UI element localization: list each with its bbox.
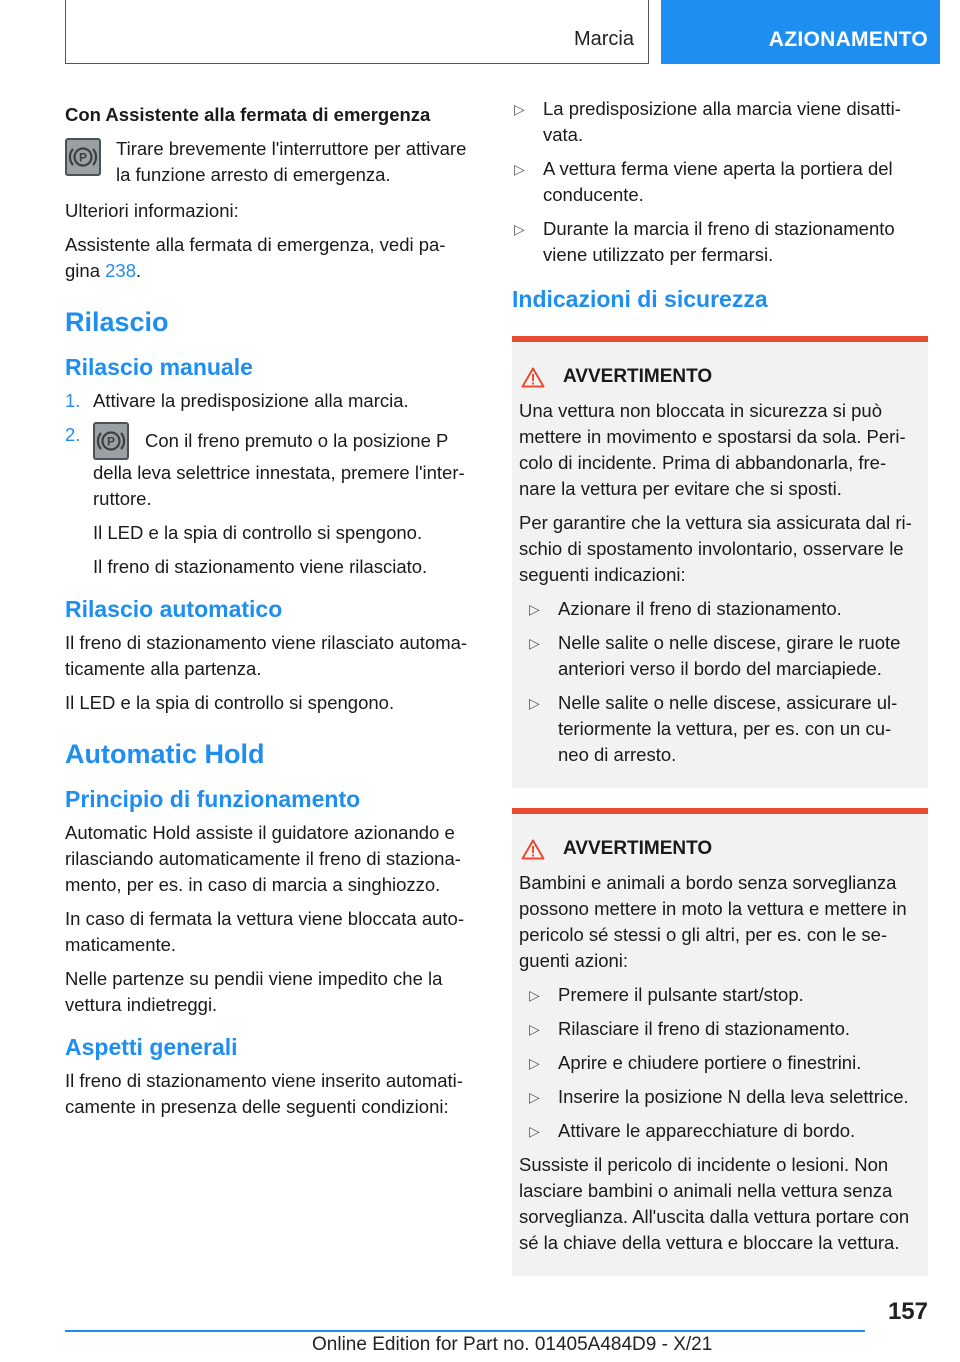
warning-2-item: Aprire e chiudere portiere o finestrini. [558, 1052, 862, 1073]
reference-paragraph [65, 232, 480, 284]
warning-box-1 [512, 336, 928, 788]
warning-2-item: Inserire la posizione N della leva selettrice. [558, 1086, 909, 1107]
general-p1: Il freno di stazionamento viene inserito automati-camente in presenza delle seguenti condizioni: [65, 1070, 463, 1117]
footer-divider [65, 1330, 865, 1332]
list-item [519, 596, 921, 622]
emergency-row [65, 136, 480, 188]
principle-p2: In caso di fermata la vettura viene bloccata auto-maticamente. [65, 908, 464, 955]
bullet-triangle-icon: ▷ [514, 221, 525, 237]
parking-brake-icon [93, 422, 129, 460]
bullet-triangle-icon: ▷ [529, 987, 540, 1003]
warning-2-title: AVVERTIMENTO [563, 838, 713, 859]
heading-automatic-hold: Automatic Hold [65, 739, 265, 769]
heading-automatic-release: Rilascio automatico [65, 596, 283, 622]
warning-1-item: Nelle salite o nelle discese, assicurare ul-teriormente la vettura, per es. con un cu-neo di arresto. [558, 692, 898, 765]
warning-1-title: AVVERTIMENTO [563, 366, 713, 387]
bullet-triangle-icon: ▷ [514, 101, 525, 117]
warning-1-p2: Per garantire che la vettura sia assicurata dal ri-schio di spostamento involontario, osservare le seguenti indicazioni: [519, 512, 912, 585]
warning-2-item: Premere il pulsante start/stop. [558, 984, 804, 1005]
warning-2-item: Rilasciare il freno di stazionamento. [558, 1018, 851, 1039]
step-1-text: Attivare la predisposizione alla marcia. [93, 390, 409, 411]
header-chapter-tab [661, 0, 940, 64]
step-2-body [93, 422, 480, 512]
condition-text: La predisposizione alla marcia viene disatti-vata. [543, 98, 901, 145]
step-2-note-released: Il freno di stazionamento viene rilasciato. [93, 556, 428, 577]
parking-brake-icon [65, 138, 101, 176]
principle-p1: Automatic Hold assiste il guidatore azionando e rilasciando automaticamente il freno di staziona-mento, per es. in caso di marcia a singhiozzo. [65, 822, 461, 895]
bullet-triangle-icon: ▷ [529, 1055, 540, 1071]
emergency-text: Tirare brevemente l'interruttore per attivare la funzione arresto di emergenza. [116, 138, 467, 185]
page-link-238[interactable]: 238 [105, 260, 136, 281]
bullet-triangle-icon: ▷ [529, 1021, 540, 1037]
list-item [519, 1084, 921, 1110]
warning-2-item: Attivare le apparecchiature di bordo. [558, 1120, 856, 1141]
warning-2-p1: Bambini e animali a bordo senza sorveglianza possono mettere in moto la vettura e mettere in pericolo sé stessi o gli altri, per es. con le se-guenti azioni: [519, 872, 907, 971]
step-2 [65, 422, 480, 512]
edition-note: Online Edition for Part no. 01405A484D9 - X/21 [312, 1334, 713, 1355]
warning-triangle-icon [521, 839, 545, 860]
bullet-triangle-icon: ▷ [529, 695, 540, 711]
bullet-triangle-icon: ▷ [529, 1089, 540, 1105]
list-item [512, 156, 928, 208]
list-item [519, 690, 921, 768]
right-column [512, 96, 928, 1296]
warning-2-title-row [519, 836, 921, 862]
heading-release: Rilascio [65, 307, 169, 337]
header-chapter-label: AZIONAMENTO [768, 28, 928, 51]
left-column [65, 96, 480, 1128]
step-2-note-led: Il LED e la spia di controllo si spengono. [93, 522, 423, 543]
list-item [519, 982, 921, 1008]
list-item [512, 216, 928, 268]
list-item [512, 96, 928, 148]
more-info: Ulteriori informazioni: [65, 200, 239, 221]
conditions-list [512, 96, 928, 268]
warning-box-2 [512, 808, 928, 1276]
step-1 [65, 388, 480, 414]
auto-release-p2: Il LED e la spia di controllo si spengono. [65, 692, 395, 713]
bullet-triangle-icon: ▷ [529, 1123, 540, 1139]
warning-1-p1: Una vettura non bloccata in sicurezza si può mettere in movimento e spostarsi da sola. Peri-colo di incidente. Prima di abbandonarla, fre-nare la vettura per evitare che si sposti. [519, 400, 906, 499]
heading-general-aspects: Aspetti generali [65, 1034, 238, 1060]
warning-2-p2: Sussiste il pericolo di incidente o lesioni. Non lasciare bambini o animali nella vettura senza sorveglianza. All'uscita dalla vettura portare con sé la chiave della vettura e bloccare la vettura. [519, 1154, 910, 1253]
warning-1-title-row [519, 364, 921, 390]
list-item [519, 1050, 921, 1076]
bullet-triangle-icon: ▷ [514, 161, 525, 177]
warning-triangle-icon [521, 367, 545, 388]
header-section-box [65, 0, 649, 64]
step-2-number: 2. [65, 424, 81, 445]
svg-text:P: P [78, 150, 88, 165]
list-item [519, 630, 921, 682]
list-item [519, 1118, 921, 1144]
auto-release-p1: Il freno di stazionamento viene rilasciato automa-ticamente alla partenza. [65, 632, 468, 679]
bullet-triangle-icon: ▷ [529, 601, 540, 617]
condition-text: A vettura ferma viene aperta la portiera del conducente. [543, 158, 893, 205]
bullet-triangle-icon: ▷ [529, 635, 540, 651]
svg-text:P: P [106, 434, 116, 449]
heading-safety: Indicazioni di sicurezza [512, 286, 768, 312]
heading-manual-release: Rilascio manuale [65, 354, 253, 380]
condition-text: Durante la marcia il freno di stazionamento viene utilizzato per fermarsi. [543, 218, 895, 265]
warning-1-item: Nelle salite o nelle discese, girare le ruote anteriori verso il bordo del marciapiede. [558, 632, 901, 679]
header-section-label: Marcia [573, 28, 634, 50]
principle-p3: Nelle partenze su pendii viene impedito che la vettura indietreggi. [65, 968, 443, 1015]
heading-principle: Principio di funzionamento [65, 786, 361, 812]
warning-1-item: Azionare il freno di stazionamento. [558, 598, 842, 619]
step-1-number: 1. [65, 390, 81, 411]
reference-text: Assistente alla fermata di emergenza, vedi pa-gina [65, 234, 446, 281]
emergency-title: Con Assistente alla fermata di emergenza [65, 104, 431, 125]
step-2-text: Con il freno premuto o la posizione P della leva selettrice innestata, premere l'inter-ruttore. [93, 430, 465, 509]
page-number: 157 [887, 1298, 928, 1325]
reference-end: . [136, 260, 142, 281]
list-item [519, 1016, 921, 1042]
